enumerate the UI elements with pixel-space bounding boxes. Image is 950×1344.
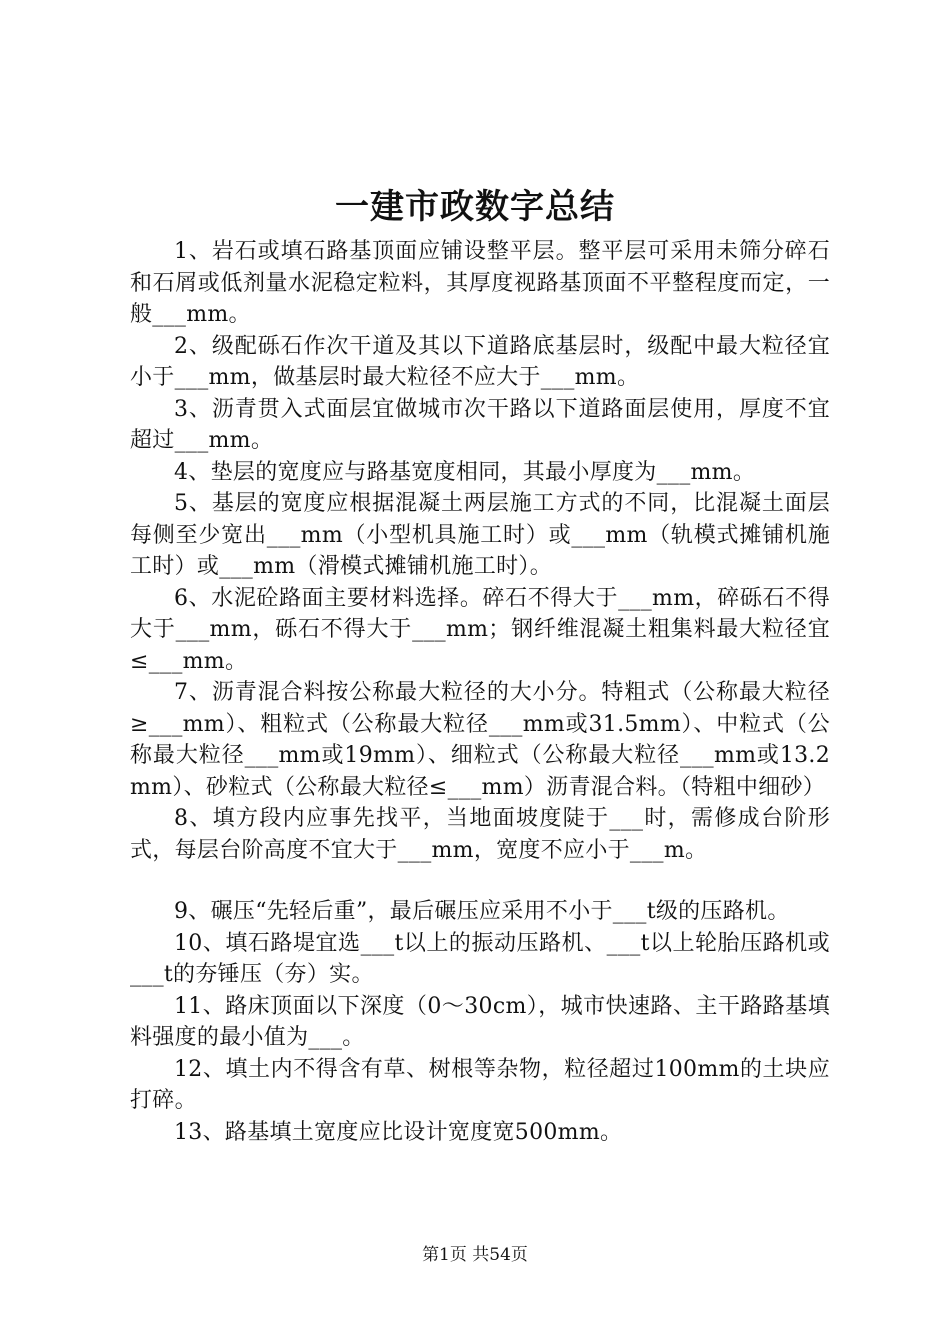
paragraph-7: 7、沥青混合料按公称最大粒径的大小分。特粗式（公称最大粒径≥___mm）、粗粒式（公称最大粒径___mm或31.5mm）、中粒式（公称最大粒径___mm或19mm）、细粒式（公称最大粒径___mm或13.2mm）、砂粒式（公称最大粒径≤___mm）沥青混合料。（特粗中细砂）: [130, 680, 830, 800]
document-title: 一建市政数字总结: [335, 187, 615, 227]
paragraph-5: 5、基层的宽度应根据混凝土两层施工方式的不同，比混凝土面层每侧至少宽出___mm（小型机具施工时）或___mm（轨模式摊铺机施工时）或___mm（滑模式摊铺机施工时）。: [130, 491, 830, 579]
paragraph-11: 11、路床顶面以下深度（0～30cm），城市快速路、主干路路基填料强度的最小值为___。: [130, 993, 830, 1050]
paragraph-12: 12、填土内不得含有草、树根等杂物，粒径超过100mm的土块应打碎。: [130, 1056, 830, 1113]
paragraph-1: 1、岩石或填石路基顶面应铺设整平层。整平层可采用未筛分碎石和石屑或低剂量水泥稳定粒料，其厚度视路基顶面不平整程度而定，一般___mm。: [130, 239, 830, 327]
paragraph-4: 4、垫层的宽度应与路基宽度相同，其最小厚度为___mm。: [174, 459, 756, 485]
paragraph-2: 2、级配砾石作次干道及其以下道路底基层时，级配中最大粒径宜小于___mm，做基层时最大粒径不应大于___mm。: [130, 333, 830, 390]
paragraph-6: 6、水泥砼路面主要材料选择。碎石不得大于___mm，碎砾石不得大于___mm，砾石不得大于___mm；钢纤维混凝土粗集料最大粒径宜≤___mm。: [130, 585, 830, 674]
paragraph-gap: [130, 866, 830, 896]
paragraph-9: 9、碾压“先轻后重”，最后碾压应采用不小于___t级的压路机。: [174, 899, 790, 924]
page-footer: 第1页 共54页: [422, 1245, 528, 1265]
paragraph-3: 3、沥青贯入式面层宜做城市次干路以下道路面层使用，厚度不宜超过___mm。: [130, 396, 830, 453]
paragraph-10: 10、填石路堤宜选___t以上的振动压路机、___t以上轮胎压路机或___t的夯锤压（夯）实。: [130, 930, 830, 987]
document-body: [130, 236, 830, 1148]
paragraph-8: 8、填方段内应事先找平，当地面坡度陡于___时，需修成台阶形式，每层台阶高度不宜大于___mm，宽度不应小于___m。: [130, 806, 830, 863]
paragraph-13: 13、路基填土宽度应比设计宽度宽500mm。: [174, 1119, 623, 1145]
